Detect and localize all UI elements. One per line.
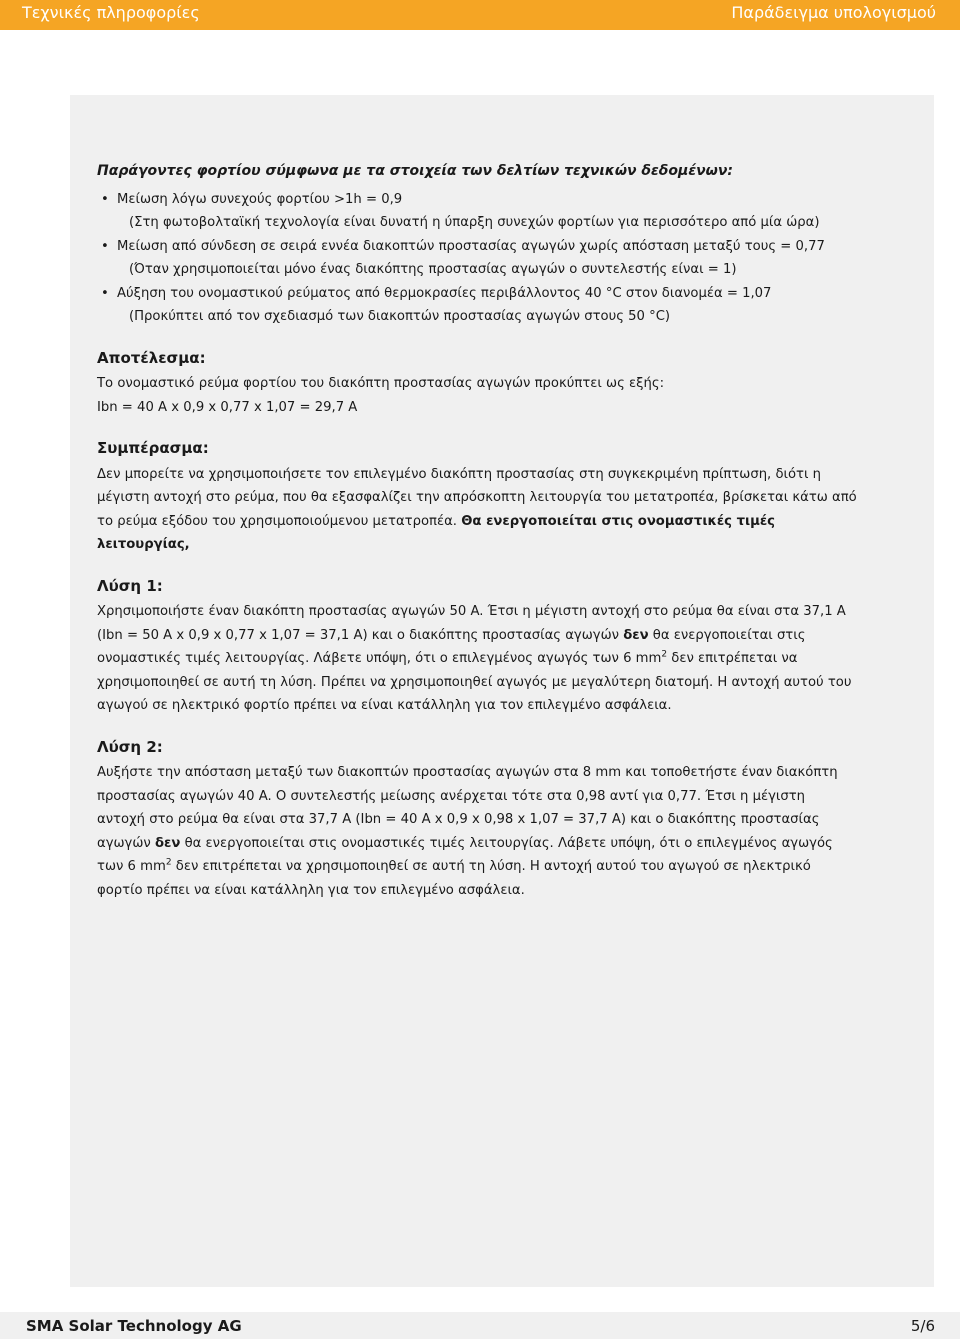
solution-1-text: Χρησιμοποιήστε έναν διακόπτη προστασίας αγωγών 50 A. Έτσι η μέγιστη αντοχή στο ρεύμα θα είναι στα 37,1 A (Ibn = 50 A x 0,9 x 0,77 x 1,07 = 37,1 A) και ο διακόπτης προστασίας αγωγών δεν θα ενεργοποιείται στις ονομαστικές τιμές λειτουργίας. Λάβετε υπόψη, ότι ο επιλεγμένος αγωγός των 6 $mm^2$ δεν επιτρέπεται να χρησιμοποιηθεί σε αυτή τη λύση. Πρέπει να χρησιμοποιηθεί αγωγός με μεγαλύτερη διατομή. Η αντοχή αυτού του αγωγού σε ηλεκτρικό φορτίο πρέπει να είναι κατάλληλη για τον επιλεγμένο ασφάλεια. (97, 604, 852, 713)
list-item: • Αύξηση του ονομαστικού ρεύματος από θερμοκρασίες περιβάλλοντος 40 °C στον διανομέα = 1,07 (97, 282, 857, 306)
result-heading: Αποτέλεσμα: (97, 348, 206, 367)
list-item: • Μείωση από σύνδεση σε σειρά εννέα διακοπτών προστασίας αγωγών χωρίς απόσταση μεταξύ τους = 0,77 (97, 235, 857, 259)
result-formula: Ibn = 40 A x 0,9 x 0,77 x 1,07 = 29,7 A (97, 399, 358, 415)
factors-title: Παράγοντες φορτίου σύμφωνα με τα στοιχεία των δελτίων τεχνικών δεδομένων: (97, 163, 733, 179)
conclusion-emphasis: Θα ενεργοποιείται στις ονομαστικές τιμές λειτουργίας, (97, 513, 775, 552)
company-name: SMA Solar Technology AG (26, 1317, 242, 1335)
solution-2-heading: Λύση 2: (97, 737, 163, 756)
document-body (97, 160, 857, 902)
factors-note-1: (Στη φωτοβολταϊκή τεχνολογία είναι δυνατή η ύπαρξη συνεχών φορτίων για περισσότερο από μία ώρα) (129, 215, 820, 230)
page-footer (0, 1312, 960, 1339)
conclusion-heading: Συμπέρασμα: (97, 439, 209, 457)
solution-1-emphasis: δεν (623, 627, 649, 643)
result-line-1: Το ονομαστικό ρεύμα φορτίου του διακόπτη προστασίας αγωγών προκύπτει ως εξής: (97, 376, 665, 391)
solution-1-heading: Λύση 1: (97, 576, 163, 595)
page-header (0, 0, 960, 30)
conclusion-text: Δεν μπορείτε να χρησιμοποιήσετε τον επιλεγμένο διακόπτη προστασίας στη συγκεκριμένη πρίπτωση, διότι η μέγιστη αντοχή στο ρεύμα, που θα εξασφαλίζει την απρόσκοπτη λειτουργία του μετατροπέα, βρίσκεται κάτω από το ρεύμα εξόδου του χρησιμοποιούμενου μετατροπέα. Θα ενεργοποιείται στις ονομαστικές τιμές λειτουργίας, (97, 466, 857, 552)
list-item: • Μείωση λόγω συνεχούς φορτίου >1h = 0,9 (97, 188, 857, 212)
solution-2-emphasis: δεν (154, 835, 181, 851)
header-topic-title: Παράδειγμα υπολογισμού (731, 3, 936, 22)
header-section-title: Τεχνικές πληροφορίες (22, 3, 200, 22)
factors-note-3: (Προκύπτει από τον σχεδιασμό των διακοπτών προστασίας αγωγών στους 50 °C) (129, 309, 671, 324)
solution-2-text: Αυξήστε την απόσταση μεταξύ των διακοπτών προστασίας αγωγών στα 8 mm και τοποθετήστε έναν διακόπτη προστασίας αγωγών 40 A. Ο συντελεστής μείωσης ανέρχεται τότε στα 0,98 αντί για 0,77. Έτσι η μέγιστη αντοχή στο ρεύμα θα είναι στα 37,7 A (Ibn = 40 A x 0,9 x 0,98 x 1,07 = 37,7 A) και ο διακόπτης προστασίας αγωγών δεν θα ενεργοποιείται στις ονομαστικές τιμές λειτουργίας. Λάβετε υπόψη, ότι ο επιλεγμένος αγωγός των 6 $mm^2$ δεν επιτρέπεται να χρησιμοποιηθεί σε αυτή τη λύση. Η αντοχή αυτού του αγωγού σε ηλεκτρικό φορτίο πρέπει να είναι κατάλληλη για τον επιλεγμένο ασφάλεια. (97, 765, 838, 898)
factors-note-2: (Όταν χρησιμοποιείται μόνο ένας διακόπτης προστασίας αγωγών ο συντελεστής είναι = 1) (129, 262, 737, 277)
page-number: 5/6 (910, 1317, 935, 1335)
factors-list (97, 188, 857, 212)
